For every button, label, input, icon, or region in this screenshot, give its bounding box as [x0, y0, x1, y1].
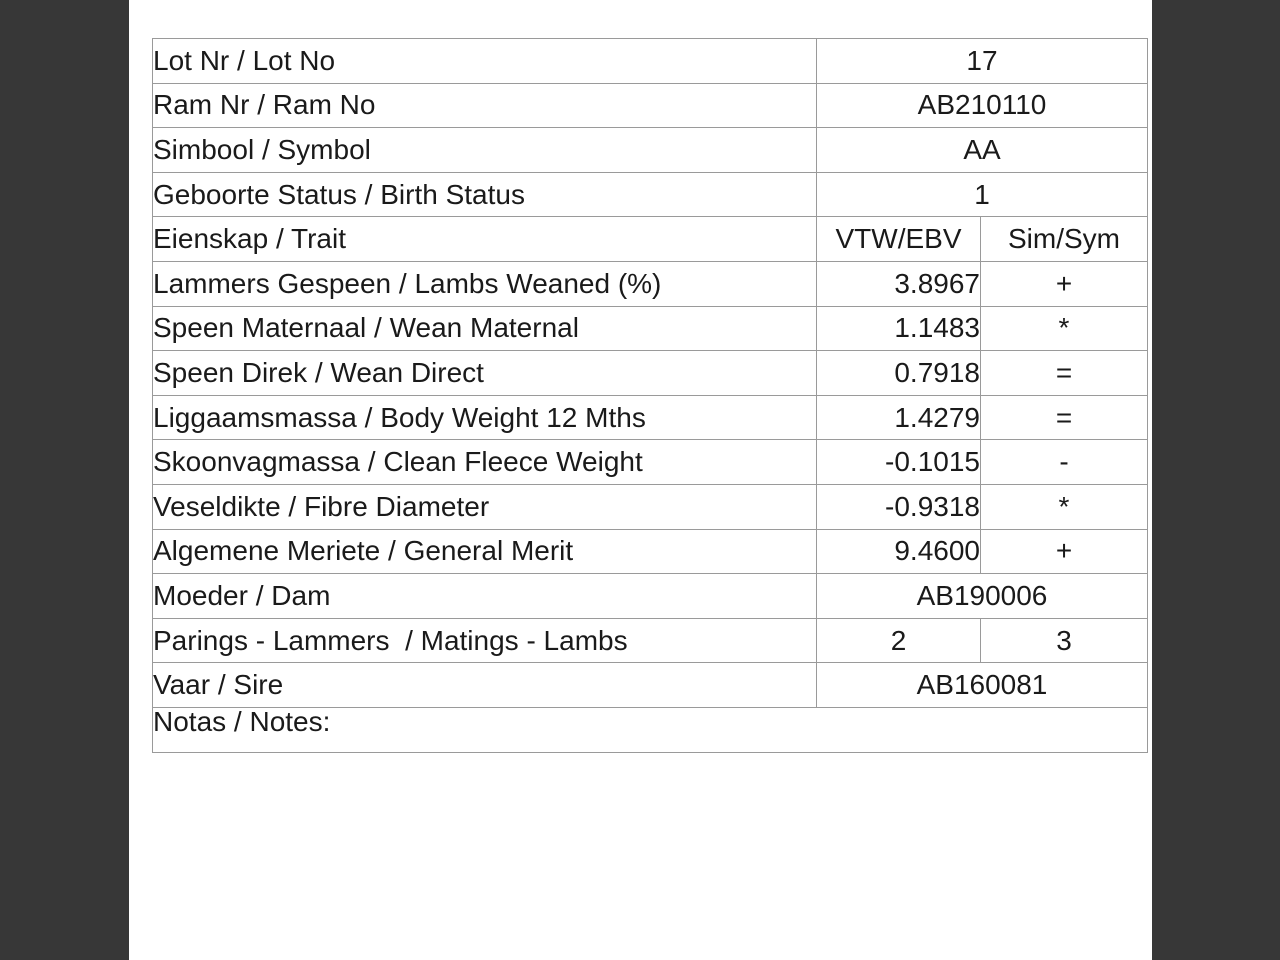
- table-row: [153, 618, 1148, 663]
- trait-ebv: 9.4600: [817, 529, 981, 574]
- birth-status-label: Geboorte Status / Birth Status: [153, 172, 817, 217]
- symbol-value: AA: [817, 128, 1148, 173]
- notes-row: [153, 707, 1148, 752]
- trait-ebv: 3.8967: [817, 261, 981, 306]
- dam-label: Moeder / Dam: [153, 574, 817, 619]
- lambs-value: 3: [981, 618, 1148, 663]
- table-row: [153, 574, 1148, 619]
- trait-sym: =: [981, 351, 1148, 396]
- trait-sym: *: [981, 306, 1148, 351]
- dam-value: AB190006: [817, 574, 1148, 619]
- table-row: [153, 306, 1148, 351]
- ram-info-table: [152, 38, 1148, 753]
- lot-label: Lot Nr / Lot No: [153, 39, 817, 84]
- sire-value: AB160081: [817, 663, 1148, 708]
- table-row: [153, 440, 1148, 485]
- table-row: [153, 663, 1148, 708]
- document-page: [129, 0, 1152, 960]
- trait-label: Liggaamsmassa / Body Weight 12 Mths: [153, 395, 817, 440]
- trait-sym: -: [981, 440, 1148, 485]
- table-row: [153, 128, 1148, 173]
- lot-value: 17: [817, 39, 1148, 84]
- sym-header: Sim/Sym: [981, 217, 1148, 262]
- table-row: [153, 39, 1148, 84]
- trait-sym: *: [981, 484, 1148, 529]
- ram-no-value: AB210110: [817, 83, 1148, 128]
- table-row: [153, 395, 1148, 440]
- trait-header-row: [153, 217, 1148, 262]
- symbol-label: Simbool / Symbol: [153, 128, 817, 173]
- table-row: [153, 351, 1148, 396]
- trait-ebv: -0.9318: [817, 484, 981, 529]
- trait-label: Speen Maternaal / Wean Maternal: [153, 306, 817, 351]
- birth-status-value: 1: [817, 172, 1148, 217]
- matings-value: 2: [817, 618, 981, 663]
- trait-label: Lammers Gespeen / Lambs Weaned (%): [153, 261, 817, 306]
- trait-ebv: 0.7918: [817, 351, 981, 396]
- matings-label: Parings - Lammers / Matings - Lambs: [153, 618, 817, 663]
- trait-ebv: 1.1483: [817, 306, 981, 351]
- sire-label: Vaar / Sire: [153, 663, 817, 708]
- trait-sym: =: [981, 395, 1148, 440]
- table-row: [153, 172, 1148, 217]
- trait-label: Skoonvagmassa / Clean Fleece Weight: [153, 440, 817, 485]
- trait-label: Speen Direk / Wean Direct: [153, 351, 817, 396]
- table-row: [153, 529, 1148, 574]
- trait-label: Algemene Meriete / General Merit: [153, 529, 817, 574]
- trait-label: Veseldikte / Fibre Diameter: [153, 484, 817, 529]
- table-row: [153, 484, 1148, 529]
- trait-header-label: Eienskap / Trait: [153, 217, 817, 262]
- notes-label: Notas / Notes:: [153, 707, 1148, 752]
- table-row: [153, 83, 1148, 128]
- ram-no-label: Ram Nr / Ram No: [153, 83, 817, 128]
- trait-sym: +: [981, 261, 1148, 306]
- table-row: [153, 261, 1148, 306]
- trait-sym: +: [981, 529, 1148, 574]
- trait-ebv: 1.4279: [817, 395, 981, 440]
- trait-ebv: -0.1015: [817, 440, 981, 485]
- ebv-header: VTW/EBV: [817, 217, 981, 262]
